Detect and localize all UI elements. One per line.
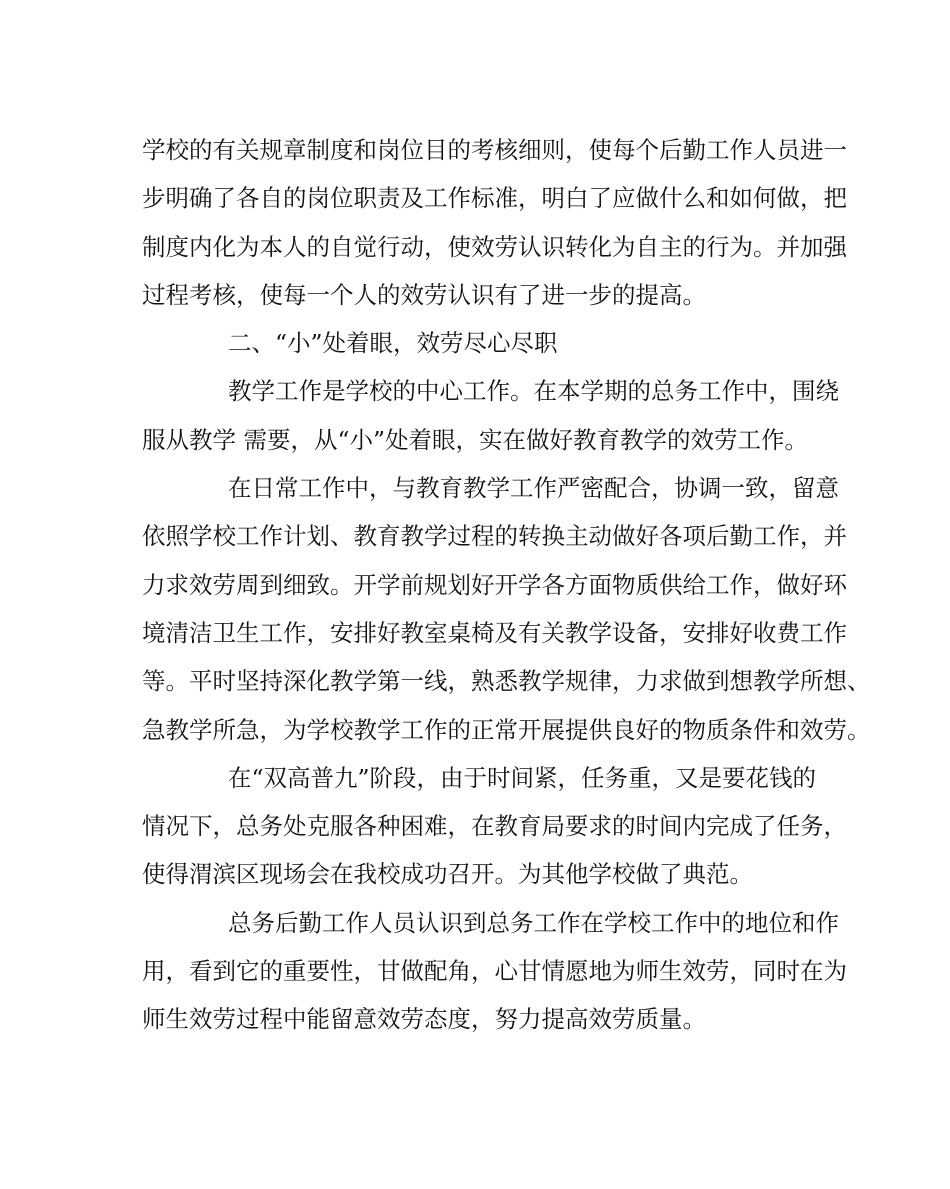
body-line: 情况下，总务处克服各种困难，在教育局要求的时间内完成了任务， [142,812,847,841]
body-line: 使得渭滨区现场会在我校成功召开。为其他学校做了典范。 [142,860,753,889]
body-line: 力求效劳周到细致。开学前规划好开学各方面物质供给工作，做好环 [142,570,847,599]
body-line: 过程考核，使每一个人的效劳认识有了进一步的提高。 [142,280,706,309]
body-line: 总务后勤工作人员认识到总务工作在学校工作中的地位和作 [228,908,839,937]
body-line: 依照学校工作计划、教育教学过程的转换主动做好各项后勤工作，并 [142,522,847,551]
body-line: 服从教学 需要，从“小”处着眼，实在做好教育教学的效劳工作。 [142,425,808,454]
section-heading: 二、“小”处着眼，效劳尽心尽职 [228,329,558,358]
body-line: 在日常工作中，与教育教学工作严密配合，协调一致，留意 [228,474,839,503]
document-body [142,126,871,1044]
body-line: 师生效劳过程中能留意效劳态度，努力提高效劳质量。 [142,1005,706,1034]
body-line: 学校的有关规章制度和岗位目的考核细则，使每个后勤工作人员进一 [142,136,847,164]
body-line: 用，看到它的重要性，甘做配角，心甘情愿地为师生效劳，同时在为 [142,957,847,986]
body-line: 制度内化为本人的自觉行动，使效劳认识转化为自主的行为。并加强 [142,232,847,261]
body-line: 境清洁卫生工作，安排好教室桌椅及有关教学设备，安排好收费工作 [142,618,847,647]
body-line: 在“双高普九”阶段，由于时间紧，任务重，又是要花钱的 [228,763,817,792]
body-line: 步明确了各自的岗位职责及工作标准，明白了应做什么和如何做，把 [142,184,847,213]
body-line: 教学工作是学校的中心工作。在本学期的总务工作中，围绕 [228,377,839,406]
body-line: 急教学所急，为学校教学工作的正常开展提供良好的物质条件和效劳。 [142,715,871,744]
body-line: 等。平时坚持深化教学第一线，熟悉教学规律，力求做到想教学所想、 [142,667,871,696]
